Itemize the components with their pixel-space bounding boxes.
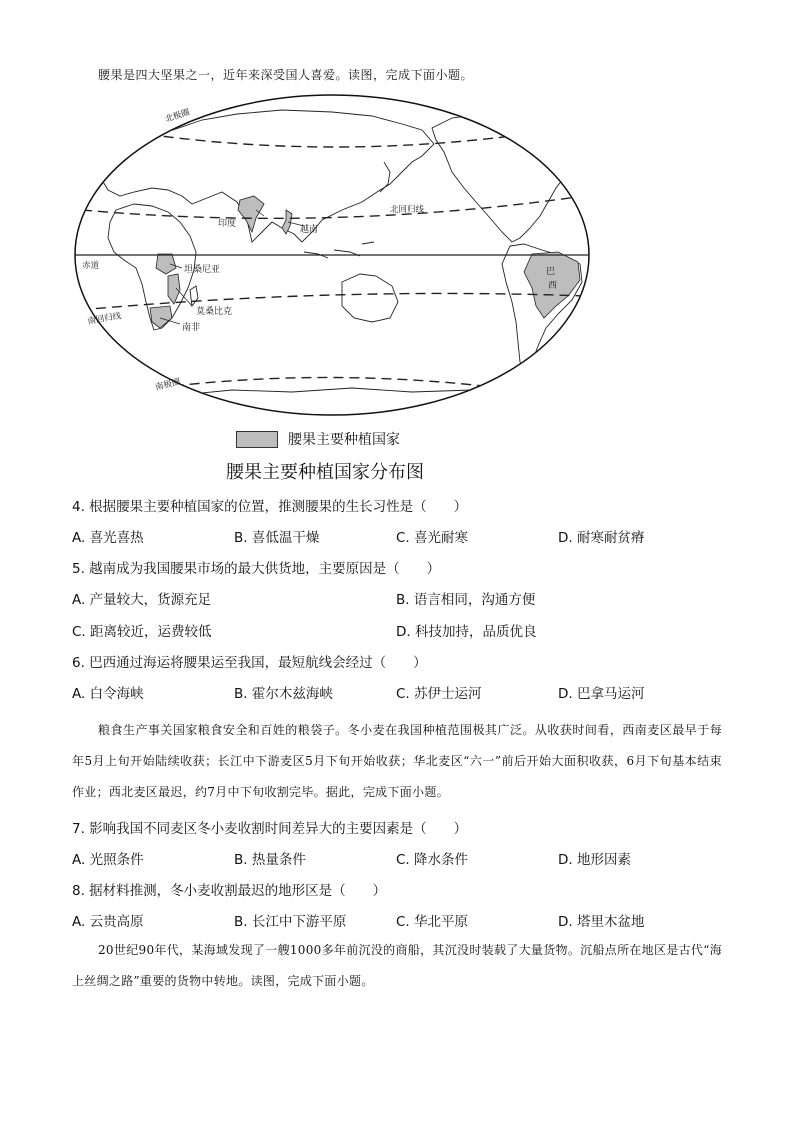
label-equator: 赤道	[82, 261, 100, 271]
q8-option-b[interactable]: B. 长江中下游平原	[234, 914, 347, 930]
q5-option-d[interactable]: D. 科技加持，品质优良	[396, 624, 537, 640]
label-brazil-1: 巴	[546, 267, 556, 277]
wheat-passage: 粮食生产事关国家粮食安全和百姓的粮袋子。冬小麦在我国种植范围极其广泛。从收获时间看，西南麦区最早于每年5月上旬开始陆续收获；长江中下游麦区5月下旬开始收获；华北麦区“六一”前后开始大面积收获，6月下旬基本结束作业；西北麦区最迟，约7月中下旬收割完毕。据此，完成下面小题。	[72, 723, 722, 799]
q7-option-d[interactable]: D. 地形因素	[558, 852, 631, 868]
q4-option-a[interactable]: A. 喜光喜热	[72, 530, 144, 546]
label-tropic-cancer: 北回归线	[390, 205, 425, 215]
question-8-stem: 8. 据材料推测，冬小麦收割最迟的地形区是（ ）	[72, 883, 387, 899]
label-south-africa: 南非	[182, 323, 201, 333]
label-arctic-circle: 北极圈	[163, 107, 192, 125]
label-tropic-capricorn: 南回归线	[86, 311, 123, 327]
greenland-outline	[520, 100, 568, 124]
q8-option-c[interactable]: C. 华北平原	[396, 914, 469, 930]
q7-option-b[interactable]: B. 热量条件	[234, 852, 306, 868]
map-title: 腰果主要种植国家分布图	[226, 462, 424, 483]
label-antarctic-circle: 南极圈	[154, 377, 182, 393]
question-7-stem: 7. 影响我国不同麦区冬小麦收割时间差异大的主要因素是（ ）	[72, 821, 468, 837]
question-5-stem: 5. 越南成为我国腰果市场的最大供货地，主要原因是（ ）	[72, 561, 441, 577]
q7-option-c[interactable]: C. 降水条件	[396, 852, 469, 868]
q6-option-b[interactable]: B. 霍尔木兹海峡	[234, 686, 333, 702]
q5-option-c[interactable]: C. 距离较近，运费较低	[72, 624, 212, 640]
q4-option-c[interactable]: C. 喜光耐寒	[396, 530, 469, 546]
label-mozambique: 莫桑比克	[196, 307, 233, 317]
question-6-stem: 6. 巴西通过海运将腰果运至我国，最短航线会经过（ ）	[72, 655, 427, 671]
label-brazil-2: 西	[548, 281, 558, 291]
label-india: 印度	[218, 219, 237, 229]
q4-option-d[interactable]: D. 耐寒耐贫瘠	[558, 530, 645, 546]
q6-option-d[interactable]: D. 巴拿马运河	[558, 686, 645, 702]
intro-text: 腰果是四大坚果之一，近年来深受国人喜爱。读图，完成下面小题。	[98, 68, 474, 82]
q5-option-a[interactable]: A. 产量较大，货源充足	[72, 592, 212, 608]
legend-label: 腰果主要种植国家	[288, 432, 400, 448]
q5-option-b[interactable]: B. 语言相同，沟通方便	[396, 592, 536, 608]
q8-option-d[interactable]: D. 塔里木盆地	[558, 914, 645, 930]
map-legend	[236, 429, 400, 449]
legend-swatch	[236, 431, 278, 448]
q8-option-a[interactable]: A. 云贵高原	[72, 914, 144, 930]
q4-option-b[interactable]: B. 喜低温干燥	[234, 530, 320, 546]
shipwreck-passage: 20世纪90年代，某海域发现了一艘1000多年前沉没的商船，其沉没时装载了大量货物。沉船点所在地区是古代“海上丝绸之路”重要的货物中转地。读图，完成下面小题。	[72, 943, 722, 988]
q7-option-a[interactable]: A. 光照条件	[72, 852, 144, 868]
label-tanzania: 坦桑尼亚	[184, 265, 221, 275]
q6-option-c[interactable]: C. 苏伊士运河	[396, 686, 482, 702]
world-map	[72, 92, 592, 418]
question-4-stem: 4. 根据腰果主要种植国家的位置，推测腰果的生长习性是（ ）	[72, 499, 468, 515]
q6-option-a[interactable]: A. 白令海峡	[72, 686, 144, 702]
label-vietnam: 越南	[300, 225, 319, 235]
